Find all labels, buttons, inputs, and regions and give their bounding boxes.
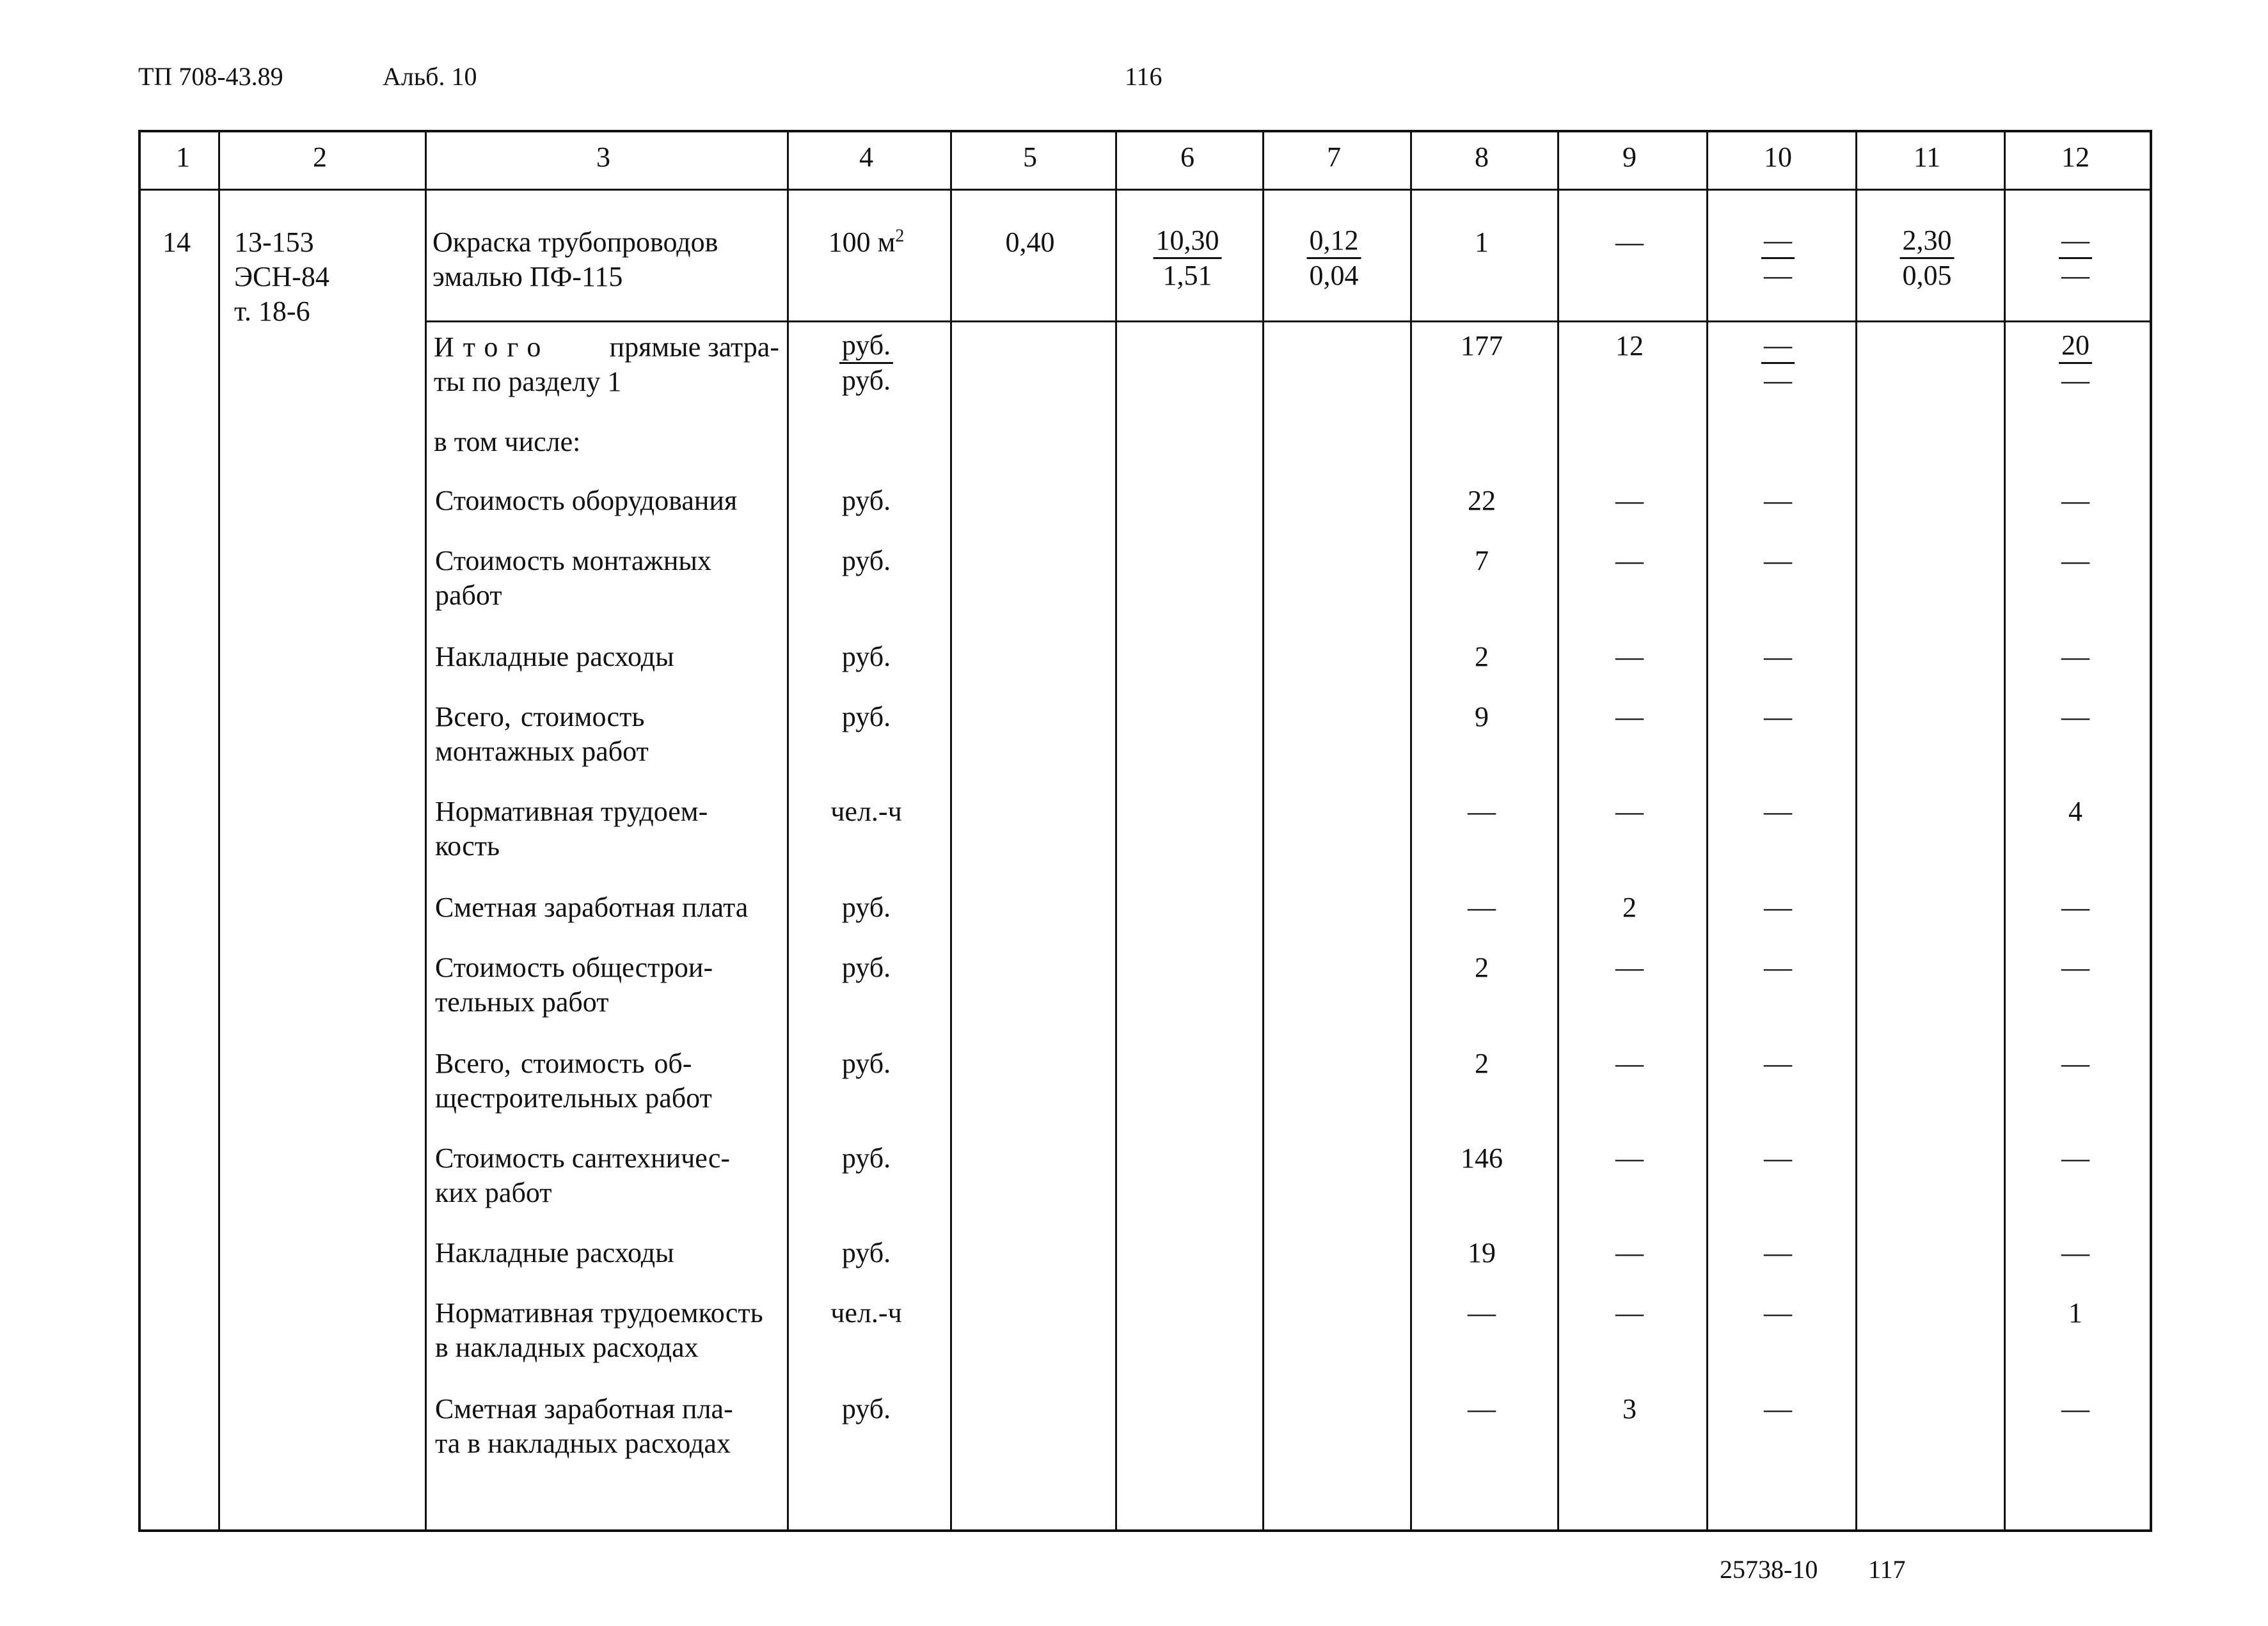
row-col12: — xyxy=(2061,952,2090,983)
fraction-numerator: 0,12 xyxy=(1307,224,1361,259)
description-line: Нормативная трудоем- xyxy=(435,796,708,827)
total-col10 xyxy=(1761,329,1795,398)
row-col9: — xyxy=(1615,796,1644,827)
row-col10: — xyxy=(1764,641,1792,672)
row-col12: — xyxy=(2061,1142,2090,1174)
row-col12: — xyxy=(2061,1393,2090,1425)
row-col12: 1 xyxy=(2068,1297,2082,1329)
fraction-denominator: 1,51 xyxy=(1162,260,1212,291)
row-col8: 2 xyxy=(1475,1048,1489,1079)
fraction-denominator: — xyxy=(1764,260,1792,291)
row-col10: — xyxy=(1764,892,1792,923)
row-col9: — xyxy=(1615,485,1644,516)
fraction-denominator: 0,05 xyxy=(1902,260,1952,291)
row-description xyxy=(435,1236,781,1270)
description-line: щестроительных работ xyxy=(435,1082,712,1114)
row-col10: — xyxy=(1764,952,1792,983)
document-code: ТП 708-43.89 xyxy=(138,62,283,91)
fraction-denominator: 0,04 xyxy=(1309,260,1359,291)
description-line: Всего, стоимость xyxy=(435,701,645,732)
description-line: Сметная заработная пла- xyxy=(435,1393,733,1425)
row-unit: руб. xyxy=(841,952,891,983)
row-col9: — xyxy=(1615,641,1644,672)
row-description xyxy=(435,1141,781,1210)
row-col9: — xyxy=(1615,952,1644,983)
column-divider xyxy=(1855,132,1857,1529)
row-col9: — xyxy=(1615,701,1644,732)
description-line: Всего, стоимость об- xyxy=(435,1048,692,1079)
row-col9: — xyxy=(1615,1142,1644,1174)
album-number: Альб. 10 xyxy=(383,62,477,91)
row-col8: 2 xyxy=(1475,952,1489,983)
description-line: монтажных работ xyxy=(435,736,649,767)
row-col10: — xyxy=(1764,1048,1792,1079)
fraction-cell-12 xyxy=(2059,224,2092,293)
total-description xyxy=(434,330,779,399)
row-description xyxy=(435,794,781,864)
column-number: 5 xyxy=(1023,141,1037,173)
fraction-numerator: 2,30 xyxy=(1900,224,1955,259)
description-line: Окраска трубопроводов xyxy=(432,226,718,258)
page-number-top: 116 xyxy=(1125,62,1162,91)
row-col9: — xyxy=(1615,1048,1644,1079)
row-unit: руб. xyxy=(841,1237,891,1268)
total-word: Итого xyxy=(434,331,550,363)
fraction-cell-7 xyxy=(1307,224,1361,293)
row-unit: руб. xyxy=(841,1393,891,1425)
description-line: Стоимость монтажных xyxy=(435,545,711,576)
column-divider xyxy=(1706,132,1708,1529)
unit-cell xyxy=(829,225,905,260)
description-line: Накладные расходы xyxy=(435,641,674,672)
column-number: 6 xyxy=(1180,141,1194,173)
fraction-numerator: 10,30 xyxy=(1154,224,1222,259)
row-col12: — xyxy=(2061,1237,2090,1268)
row-col8: 22 xyxy=(1468,485,1496,516)
row-unit: чел.-ч xyxy=(830,796,902,827)
description-line: тельных работ xyxy=(435,986,609,1018)
column-number: 7 xyxy=(1327,141,1341,173)
column-divider xyxy=(1410,132,1412,1529)
row-col10: — xyxy=(1764,1297,1792,1329)
row-description xyxy=(435,890,781,925)
fraction-numerator: 20 xyxy=(2059,329,2092,364)
total-line2: ты по разделу 1 xyxy=(434,366,622,397)
row-col8: — xyxy=(1468,1297,1496,1329)
row-divider xyxy=(425,320,2150,322)
row-col12: — xyxy=(2061,641,2090,672)
column-number: 10 xyxy=(1764,141,1792,173)
row-col8: 2 xyxy=(1475,641,1489,672)
row-unit: руб. xyxy=(841,1048,891,1079)
description-line: эмалью ПФ-115 xyxy=(432,261,623,292)
row-col12: 4 xyxy=(2068,796,2082,827)
row-description xyxy=(435,544,781,613)
row-col9: 3 xyxy=(1622,1393,1637,1425)
column-divider xyxy=(1557,132,1559,1529)
description-line: Нормативная трудоемкость xyxy=(435,1297,763,1329)
row-col10: — xyxy=(1764,1393,1792,1425)
norm-code xyxy=(234,225,329,329)
row-number: 14 xyxy=(163,226,191,258)
unit-superscript: 2 xyxy=(895,226,905,246)
row-col12: — xyxy=(2061,545,2090,576)
value-cell-8: 1 xyxy=(1475,226,1489,258)
description-line: в накладных расходах xyxy=(435,1332,699,1363)
column-divider xyxy=(787,132,789,1529)
row-col9: — xyxy=(1615,1237,1644,1268)
column-number: 9 xyxy=(1622,141,1637,173)
row-col12: — xyxy=(2061,701,2090,732)
fraction-cell-6 xyxy=(1154,224,1222,293)
description-line: Стоимость оборудования xyxy=(435,485,738,516)
row-col8: 9 xyxy=(1475,701,1489,732)
column-number: 11 xyxy=(1913,141,1941,173)
fraction-numerator: — xyxy=(2059,224,2092,259)
row-unit: руб. xyxy=(841,485,891,516)
row-col10: — xyxy=(1764,796,1792,827)
row-col9: 2 xyxy=(1622,892,1637,923)
total-col8: 177 xyxy=(1461,330,1503,361)
column-divider xyxy=(425,132,427,1529)
row-col8: 146 xyxy=(1461,1142,1503,1174)
description-line: кость xyxy=(435,830,500,862)
description-line: Стоимость общестрои- xyxy=(435,952,713,983)
column-divider xyxy=(1115,132,1117,1529)
row-col12: — xyxy=(2061,485,2090,516)
row-col9: — xyxy=(1615,545,1644,576)
row-col9: — xyxy=(1615,1297,1644,1329)
row-col12: — xyxy=(2061,892,2090,923)
row-unit: чел.-ч xyxy=(830,1297,902,1329)
row-col8: — xyxy=(1468,1393,1496,1425)
total-rest: прямые затра- xyxy=(609,331,779,363)
fraction-numerator: — xyxy=(1761,224,1795,259)
total-col12 xyxy=(2059,329,2092,398)
column-number: 8 xyxy=(1475,141,1489,173)
column-number: 2 xyxy=(313,141,327,173)
fraction-denominator: руб. xyxy=(841,365,891,396)
column-number: 3 xyxy=(596,141,610,173)
column-divider xyxy=(218,132,220,1529)
norm-code-line: т. 18-6 xyxy=(234,296,310,327)
norm-code-line: ЭСН-84 xyxy=(234,261,329,292)
fraction-cell-10 xyxy=(1761,224,1795,293)
fraction-denominator: — xyxy=(1764,365,1792,396)
fraction-numerator: — xyxy=(1761,329,1795,364)
row-description xyxy=(435,484,781,518)
row-col8: — xyxy=(1468,796,1496,827)
row-col8: — xyxy=(1468,892,1496,923)
quantity-cell: 0,40 xyxy=(1005,226,1055,258)
row-col10: — xyxy=(1764,701,1792,732)
column-number: 12 xyxy=(2061,141,2090,173)
value-cell-9: — xyxy=(1615,226,1644,258)
norm-code-line: 13-153 xyxy=(234,226,314,258)
total-unit xyxy=(839,329,893,398)
column-divider xyxy=(2004,132,2006,1529)
fraction-denominator: — xyxy=(2061,260,2090,291)
description-line: Сметная заработная плата xyxy=(435,892,749,923)
row-unit: руб. xyxy=(841,1142,891,1174)
description-line: работ xyxy=(435,580,502,611)
description-line: Стоимость сантехничес- xyxy=(435,1142,731,1174)
row-col10: — xyxy=(1764,1142,1792,1174)
row-unit: руб. xyxy=(841,701,891,732)
fraction-denominator: — xyxy=(2061,365,2090,396)
row-description xyxy=(435,1046,781,1116)
row-col10: — xyxy=(1764,1237,1792,1268)
column-divider xyxy=(950,132,952,1529)
column-number: 4 xyxy=(859,141,873,173)
row-col12: — xyxy=(2061,1048,2090,1079)
unit-text: 100 м xyxy=(828,226,896,258)
row-unit: руб. xyxy=(841,641,891,672)
total-col9: 12 xyxy=(1615,330,1644,361)
row-description xyxy=(435,951,781,1020)
fraction-numerator: руб. xyxy=(839,329,893,364)
row-col8: 7 xyxy=(1475,545,1489,576)
page-number-bottom: 117 xyxy=(1868,1555,1906,1584)
row-col10: — xyxy=(1764,545,1792,576)
row-unit: руб. xyxy=(841,545,891,576)
row-description xyxy=(435,1392,781,1461)
description-line: ких работ xyxy=(435,1177,552,1208)
header-row-divider xyxy=(141,189,2150,191)
row-description xyxy=(435,640,781,674)
row-col8: 19 xyxy=(1468,1237,1496,1268)
column-number: 1 xyxy=(176,141,190,173)
row-col10: — xyxy=(1764,485,1792,516)
column-divider xyxy=(1262,132,1264,1529)
row-unit: руб. xyxy=(841,892,891,923)
footer-code: 25738-10 xyxy=(1720,1555,1818,1584)
work-description xyxy=(432,225,778,294)
row-description xyxy=(435,1296,781,1365)
description-line: та в накладных расходах xyxy=(435,1428,731,1459)
description-line: Накладные расходы xyxy=(435,1237,674,1268)
fraction-cell-11 xyxy=(1900,224,1955,293)
including-label: в том числе: xyxy=(434,426,581,457)
row-description xyxy=(435,700,781,769)
